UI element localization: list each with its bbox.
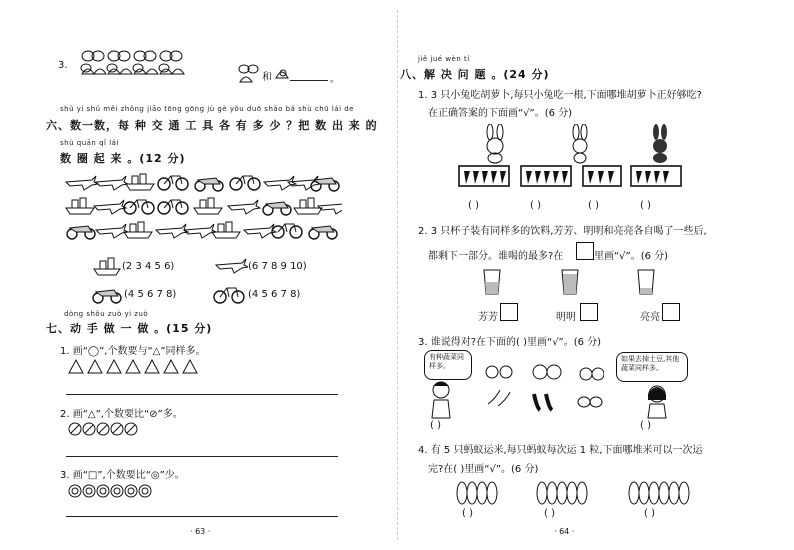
plane-icon [318,200,342,214]
carrot-pile-a [459,166,509,186]
checkbox-fangfang[interactable] [500,303,518,321]
plane-icon [184,224,216,238]
plane-icon [228,200,260,214]
motorcycle-icon [90,283,124,305]
bee-snail-icon-4 [159,51,184,74]
vegetables [484,360,604,416]
bicycle-icon [124,200,154,214]
speech-bubble-right: 如果去掉土豆,其他蔬菜同样多。 [616,352,688,382]
answer-paren-3b[interactable]: ( ) [640,420,651,431]
s7-q1: 1. 画“◯”,个数要与“△”同样多。 [60,346,206,357]
bicycle-icon [230,176,260,190]
rice-piles [456,480,690,506]
motorcycle-icon [309,226,337,239]
s8-q4-line2: 完?在( )里画“√”。(6 分) [428,464,539,475]
answer-line-q3[interactable] [66,516,338,517]
rabbit-icon [487,124,503,163]
plane-icon [96,176,128,190]
section8-title: 八、解 决 问 题 。(24 分) [400,68,550,81]
triangle-icon [164,360,178,373]
double-circle-icon [139,485,151,497]
ship-icon [66,198,94,214]
plane-icon [96,224,128,238]
s8-q3-line: 3. 谁说得对?在下面的( )里画“√”。(6 分) [418,337,602,348]
tomato-icon [500,366,512,378]
answer-paren-1a[interactable]: ( ) [468,200,479,211]
chili-icon [546,394,552,410]
name-liangliang: 亮亮 [640,312,660,323]
boy-icon [424,380,458,420]
plane-icon [94,200,126,214]
chili-icon [534,394,540,410]
double-circle-icon [97,485,109,497]
carrot-pile-d [631,166,681,186]
ship-icon [92,255,122,277]
checkbox-mingming[interactable] [580,303,598,321]
triangle-icon [69,360,83,373]
bicycle-icon [272,224,302,238]
and-text: 和 [262,72,272,83]
double-circle-icon [83,485,95,497]
page-number-63: · 63 · [190,527,211,536]
rabbits [480,124,670,164]
ship-icon [126,174,154,190]
checkbox-liangliang[interactable] [662,303,680,321]
bee-snail-group [76,46,196,82]
motorcycle-count-options[interactable]: (4 5 6 7 8) [124,289,177,300]
bicycle-icon [212,283,246,305]
answer-paren-3a[interactable]: ( ) [430,420,441,431]
triangle-icon [107,360,121,373]
bee-snail-icon-2 [107,51,132,74]
bee-snail-legend-icon [236,62,262,84]
answer-paren-1b[interactable]: ( ) [530,200,541,211]
cabbage-icon [533,365,547,379]
q3-number: 3. [58,60,68,71]
plane-icon [214,255,248,277]
carrot-piles [458,165,682,189]
bee-snail-icon-3 [133,51,158,74]
answer-paren-4c[interactable]: ( ) [644,508,655,519]
double-circle-icon [69,485,81,497]
section6-pinyin2: shù quān qǐ lái [60,139,119,147]
plane-icon [264,176,296,190]
bicycle-icon [158,200,188,214]
page-divider [397,10,398,540]
rice-pile-b [537,482,587,504]
tomato-icon [486,366,498,378]
period: 。 [330,74,340,85]
answer-line-q1[interactable] [66,394,338,395]
triangle-icon [145,360,159,373]
carrot-pile-b [521,166,571,186]
example-box [576,242,594,260]
triangles-row [68,358,206,374]
s7-q2: 2. 画“△”,个数要比“⊘”多。 [60,409,183,420]
pepper-icon [498,392,510,406]
plane-icon [156,224,188,238]
potato-icon [578,397,590,407]
rabbit-icon [573,124,587,163]
answer-paren-4a[interactable]: ( ) [462,508,473,519]
ship-icon [212,222,240,238]
s8-q2-line2b: 里画“√”。(6 分) [594,251,669,262]
speech-bubble-left: 有种蔬菜同样多。 [424,350,472,380]
triangle-icon [88,360,102,373]
plane-icon [244,224,276,238]
cup-icon-fangfang [484,270,500,294]
plane-icon [66,176,98,190]
ship-icon [194,198,222,214]
section7-title: 七、动 手 做 一 做 。(15 分) [46,322,213,335]
s8-q4-line1: 4. 有 5 只蚂蚁运米,每只蚂蚁每次运 1 粒,下面哪堆米可以一次运 [418,445,703,456]
pumpkin-icon [580,368,592,380]
answer-line-q2[interactable] [66,456,338,457]
s8-q2-line1: 2. 3 只杯子装有同样多的饮料,芳芳、明明和亮亮各自喝了一些后, [418,226,707,237]
double-circles-row [68,484,158,498]
motorcycle-icon [67,226,95,239]
bee-snail-icon-1 [81,51,106,74]
double-circle-icon [125,485,137,497]
name-mingming: 明明 [556,312,576,323]
answer-paren-1d[interactable]: ( ) [640,200,651,211]
motorcycle-icon [263,202,291,215]
triangle-icon [183,360,197,373]
vehicle-grid [64,170,342,242]
girl-icon [640,384,674,420]
bicycle-count-options[interactable]: (4 5 6 7 8) [248,289,301,300]
pumpkin-icon [592,368,604,380]
name-fangfang: 芳芳 [478,312,498,323]
cup-icon-mingming [562,270,578,294]
page-number-64: · 64 · [554,527,575,536]
section6-pinyin: shǔ yi shǔ měi zhǒng jiāo tōng gōng jù gè yǒu duō shǎo bǎ shù chū lái de [60,105,354,113]
section7-pinyin: dòng shǒu zuò yi zuò [64,310,149,318]
section6-title: 六、数一数，每 种 交 通 工 具 各 有 多 少 ？把 数 出 来 的 [46,119,378,132]
answer-paren-1c[interactable]: ( ) [588,200,599,211]
slashed-circles-row [68,422,144,436]
cups [482,268,662,296]
s7-q3: 3. 画“□”,个数要比“◎”少。 [60,470,185,481]
answer-line[interactable] [290,80,328,81]
carrot-pile-c [583,166,621,186]
pepper-icon [488,390,500,404]
rice-pile-c [629,482,689,504]
cabbage-icon [547,365,561,379]
plane-count-options[interactable]: (6 7 8 9 10) [248,261,307,272]
section6-title2: 数 圈 起 来 。(12 分) [60,152,186,165]
double-circle-icon [111,485,123,497]
cup-icon-liangliang [638,270,654,294]
bicycle-icon [158,176,188,190]
rabbit-icon [653,124,667,163]
section8-pinyin: jiě jué wèn tí [418,55,470,63]
triangle-icon [126,360,140,373]
ship-icon [124,222,152,238]
s8-q1-line2: 在正确答案的下面画“√”。(6 分) [428,108,573,119]
motorcycle-icon [195,178,223,191]
snail-icon [274,62,292,82]
s8-q1-line1: 1. 3 只小兔吃胡萝卜,每只小兔吃一根,下面哪堆胡萝卜正好够吃? [418,90,702,101]
s8-q2-line2a: 都剩下一部分。谁喝的最多?在 [428,251,564,262]
potato-icon [590,397,602,407]
answer-paren-4b[interactable]: ( ) [544,508,555,519]
ship-count-options[interactable]: (2 3 4 5 6) [122,261,175,272]
rice-pile-a [457,482,497,504]
